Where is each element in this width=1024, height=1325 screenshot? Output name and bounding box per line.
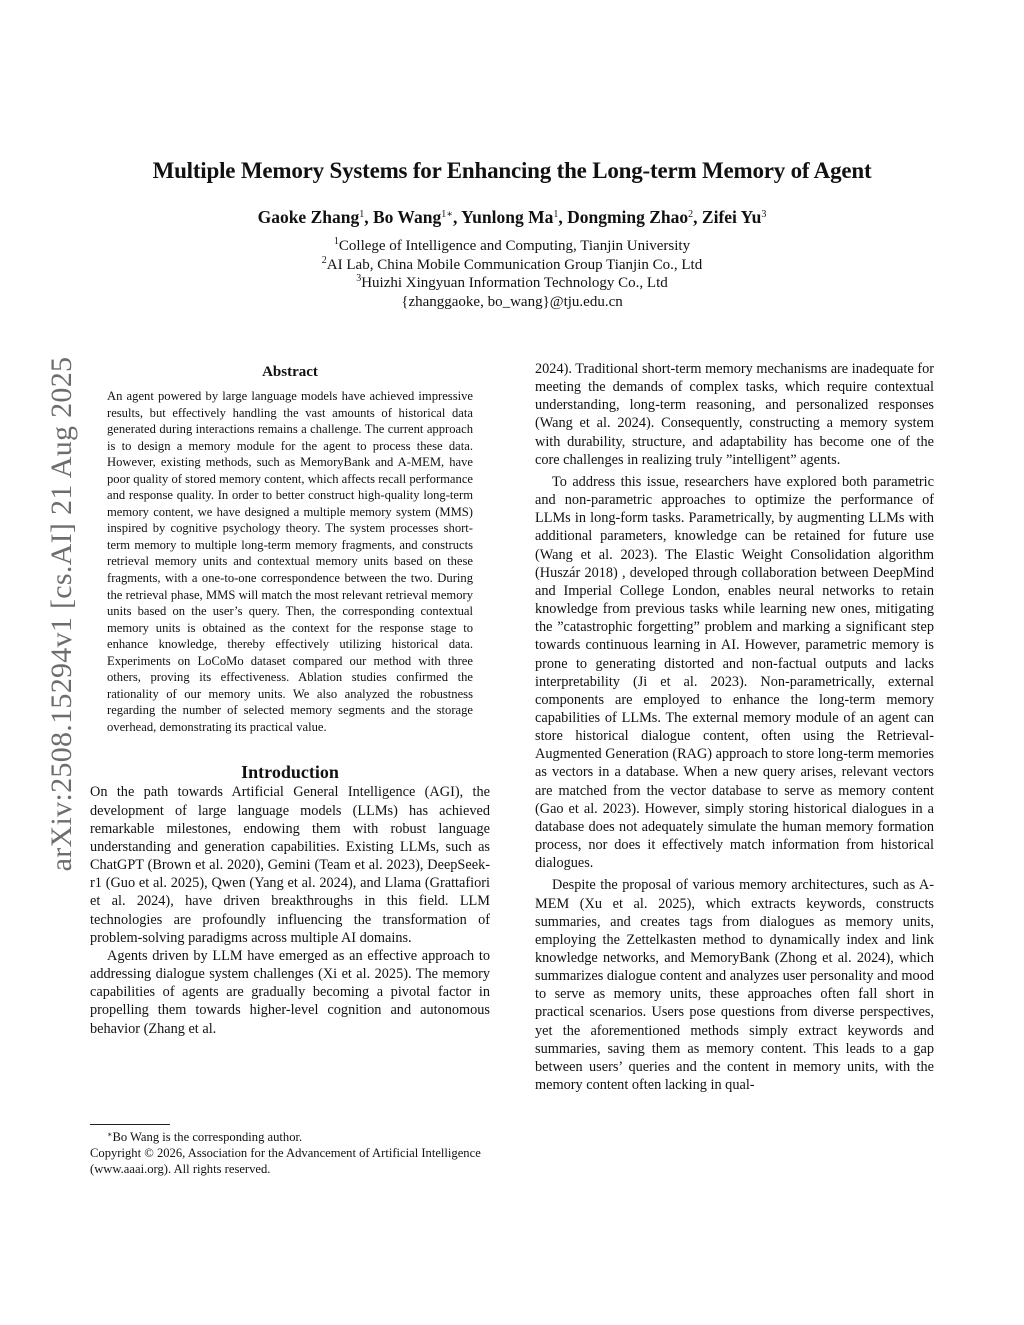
paper-title: Multiple Memory Systems for Enhancing the Long-term Memory of Agent <box>152 158 872 183</box>
footnote-text: Bo Wang is the corresponding author. <box>112 1130 303 1144</box>
body-paragraph: To address this issue, researchers have explored both parametric and non-parametric approaches to optimize the performance of LLMs in long-form tasks. Parametrically, by augmenting LLMs with additional parameters, knowledge can be retained for future use (Wang et al. 2023). The Elastic Weight Consolidation algorithm (Huszár 2018) , developed through collaboration between DeepMind and Imperial College London, enables neural networks to retain knowledge from previous tasks while learning new ones, mitigating the ”catastrophic forgetting” problem and marking a significant step towards continuous learning in AI. However, parametric memory is prone to generating distorted and non-factual outputs and lacks interpretability (Ji et al. 2023). Non-parametrically, external components are employed to enhance the long-term memory capabilities of LLMs. The external memory module of an agent can store historical dialogue content, often using the Retrieval-Augmented Generation (RAG) approach to store long-term memories as vectors in a database. When a new query arises, relevant vectors are matched from the vector database to serve as memory content (Gao et al. 2023). However, simply storing historical dialogues in a database does not adequately simulate the human memory formation process, nor does it effectively match information from historical dialogues. <box>535 473 935 872</box>
arxiv-identifier: arXiv:2508.15294v1 [cs.AI] 21 Aug 2025 <box>45 356 78 872</box>
body-paragraph: 2024). Traditional short-term memory mechanisms are inadequate for meeting the demands of complex tasks, which require contextual understanding, long-term reasoning, and personalized responses (Wang et al. 2024). Consequently, constructing a memory system with durability, structure, and adaptability has become one of the core challenges in realizing truly ”intelligent” agents. <box>535 361 934 468</box>
author-name: Dongming Zhao <box>567 207 689 227</box>
abstract-text: An agent powered by large language models have achieved impressive results, but effectively handling the vast amounts of historical data generated during interactions remains a challenge. The current approach is to design a memory module for the agent to process these data. However, existing methods, such as MemoryBank and A-MEM, have poor quality of stored memory content, which affects recall performance and response quality. In order to better construct high-quality long-term memory content, we have designed a multiple memory system (MMS) inspired by cognitive psychology theory. The system processes short-term memory to multiple long-term memory fragments, and constructs retrieval memory units and contextual memory units based on these fragments, with a one-to-one correspondence between the two. During the retrieval phase, MMS will match the most relevant retrieval memory units based on the user’s query. Then, the corresponding contextual memory units is obtained as the context for the response stage to enhance knowledge, thereby effectively utilizing historical data. Experiments on LoCoMo dataset compared our method with three others, proving its effectiveness. Ablation studies confirmed the rationality of our memory units. We also analyzed the robustness regarding the number of selected memory segments and the storage overhead, demonstrating its practical value. <box>107 389 473 734</box>
copyright-notice: Copyright © 2026, Association for the Advancement of Artificial Intelligence (www.aaai.org). All rights reserved. <box>90 1146 481 1176</box>
intro-paragraph: On the path towards Artificial General Intelligence (AGI), the development of large language models (LLMs) has achieved remarkable milestones, endowing them with robust language understanding and generation capabilities. Existing LLMs, such as ChatGPT (Brown et al. 2020), Gemini (Team et al. 2023), DeepSeek-r1 (Guo et al. 2025), Qwen (Yang et al. 2024), and Llama (Grattafiori et al. 2024), have driven breakthroughs in this field. LLM technologies are profoundly influencing the transformation of problem-solving paradigms across multiple AI domains. <box>90 784 490 946</box>
author-affiliation-mark: 1 <box>553 209 559 220</box>
author-name: Bo Wang <box>372 207 442 227</box>
author-separator: , <box>364 207 373 227</box>
author-name: Zifei Yu <box>701 207 762 227</box>
author-affiliation-mark: 1 <box>359 209 365 220</box>
affiliation-block <box>0 237 1024 311</box>
right-column <box>535 360 934 1094</box>
body-paragraph: Despite the proposal of various memory architectures, such as A-MEM (Xu et al. 2025), which extracts keywords, constructs summaries, and creates tags from dialogues as memory units, employing the Zettelkasten method to dynamically index and link knowledge networks, and MemoryBank (Zhong et al. 2024), which summarizes dialogue content and analyzes user personality and mood to serve as memory units, these approaches often fall short in practical scenarios. Users pose questions from diverse perspectives, yet the aforementioned methods simply extract keywords and summaries, saving them as memory content. This leads to a gap between users’ queries and the content in memory units, with the memory content often lacking in qual- <box>535 877 934 1094</box>
introduction-heading: Introduction <box>241 762 339 783</box>
affiliation-mark: 2 <box>321 254 327 266</box>
footnote-corresponding-author <box>90 1129 490 1145</box>
author-affiliation-mark: 1∗ <box>441 209 453 220</box>
author-list <box>0 207 1024 228</box>
left-column <box>90 362 490 1038</box>
affiliation-mark: 1 <box>333 236 339 247</box>
author-emails: {zhanggaoke, bo_wang}@tju.edu.cn <box>401 293 623 310</box>
intro-paragraph: Agents driven by LLM have emerged as an effective approach to addressing dialogue system challenges (Xi et al. 2025). The memory capabilities of agents are gradually becoming a pivotal factor in propelling them towards higher-level cognition and autonomous behavior (Zhang et al. <box>90 947 490 1037</box>
author-separator: , <box>558 207 568 227</box>
author-separator: , <box>453 207 462 227</box>
author-separator: , <box>693 207 702 227</box>
affiliation-line <box>0 256 1024 275</box>
affiliation-line <box>0 237 1024 256</box>
author-affiliation-mark: 3 <box>761 209 767 220</box>
affiliation-text: AI Lab, China Mobile Communication Group Tianjin Co., Ltd <box>326 256 703 273</box>
author-name: Gaoke Zhang <box>257 207 360 227</box>
affiliation-text: College of Intelligence and Computing, Tianjin University <box>338 238 691 254</box>
affiliation-text: Huizhi Xingyuan Information Technology Co., Ltd <box>361 275 668 291</box>
footnote-block <box>90 1129 490 1177</box>
author-name: Yunlong Ma <box>461 207 554 227</box>
footnote-mark: ∗ <box>107 1130 113 1139</box>
author-affiliation-mark: 2 <box>688 209 694 220</box>
affiliation-line <box>0 274 1024 293</box>
footnote-divider <box>90 1124 170 1125</box>
affiliation-mark: 3 <box>356 273 362 284</box>
abstract-heading: Abstract <box>262 364 318 380</box>
